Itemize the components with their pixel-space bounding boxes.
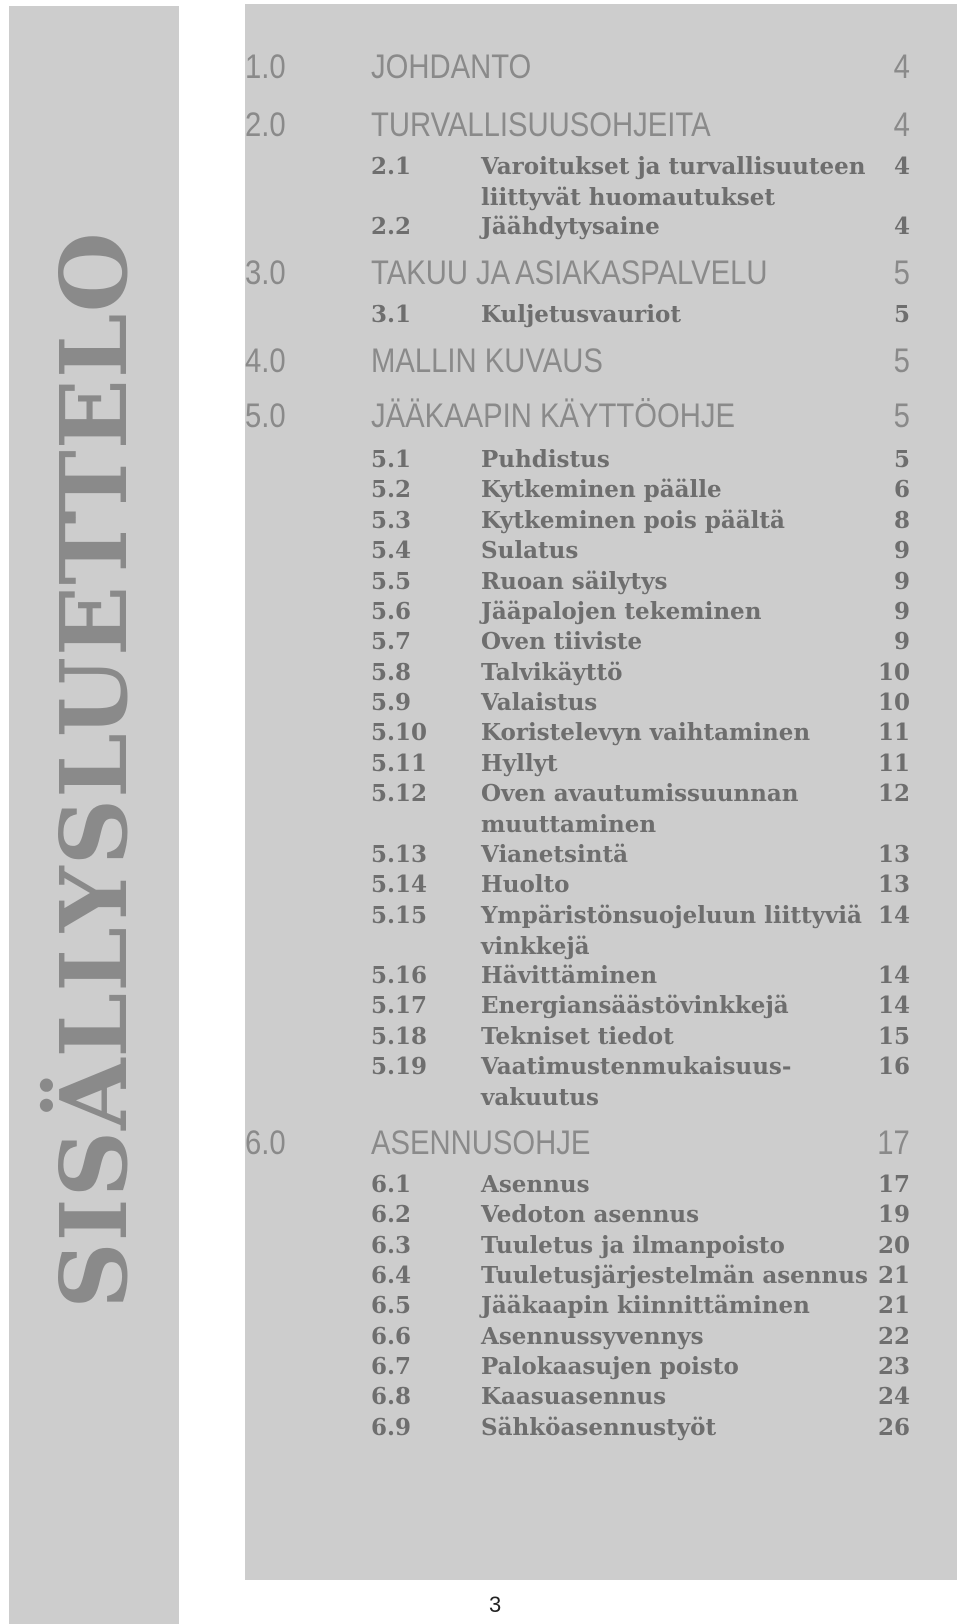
subsection-title: Tuuletusjärjestelmän asennus xyxy=(481,1262,868,1289)
toc-section-row[interactable] xyxy=(245,397,957,435)
subsection-number: 5.7 xyxy=(371,628,412,655)
subsection-title: Tekniset tiedot xyxy=(481,1023,674,1050)
toc-subsection-row[interactable] xyxy=(245,1412,957,1443)
subsection-page: 5 xyxy=(893,446,910,473)
section-number: 5.0 xyxy=(245,397,286,435)
subsection-page: 16 xyxy=(877,1053,910,1080)
subsection-number: 6.5 xyxy=(371,1292,412,1319)
subsection-page: 6 xyxy=(893,476,910,503)
subsection-number: 5.15 xyxy=(371,902,428,929)
subsection-number: 5.14 xyxy=(371,871,428,898)
subsection-title: Palokaasujen poisto xyxy=(481,1353,739,1380)
section-title: TURVALLISUUSOHJEITA xyxy=(371,106,711,144)
subsection-title: Huolto xyxy=(481,871,570,898)
subsection-number: 5.18 xyxy=(371,1023,428,1050)
subsection-page: 20 xyxy=(877,1232,910,1259)
subsection-page: 24 xyxy=(877,1383,910,1410)
subsection-page: 11 xyxy=(877,719,910,746)
toc-subsection-row[interactable] xyxy=(245,990,957,1021)
subsection-number: 5.5 xyxy=(371,568,412,595)
subsection-title: Jääpalojen tekeminen xyxy=(481,598,762,625)
toc-subsection-row[interactable] xyxy=(245,566,957,597)
toc-subsection-row[interactable] xyxy=(245,1230,957,1261)
subsection-page: 23 xyxy=(877,1353,910,1380)
section-page: 5 xyxy=(893,397,910,435)
toc-subsection-row[interactable] xyxy=(245,687,957,718)
subsection-number: 6.7 xyxy=(371,1353,412,1380)
toc-section-row[interactable] xyxy=(245,254,957,292)
toc-subsection-row[interactable] xyxy=(245,1351,957,1382)
subsection-title: Hyllyt xyxy=(481,750,558,777)
subsection-title: Oven tiiviste xyxy=(481,628,643,655)
subsection-title: Tuuletus ja ilmanpoisto xyxy=(481,1232,785,1259)
subsection-title: Asennussyvennys xyxy=(481,1323,704,1350)
section-number: 1.0 xyxy=(245,48,286,86)
toc-subsection-row[interactable] xyxy=(245,626,957,657)
subsection-number: 5.10 xyxy=(371,719,428,746)
subsection-page: 21 xyxy=(877,1292,910,1319)
subsection-title: Vedoton asennus xyxy=(481,1201,700,1228)
section-number: 3.0 xyxy=(245,254,286,292)
subsection-number: 5.16 xyxy=(371,962,428,989)
toc-subsection-row[interactable] xyxy=(245,1199,957,1230)
subsection-number: 6.6 xyxy=(371,1323,412,1350)
section-number: 6.0 xyxy=(245,1124,286,1162)
subsection-title: Kuljetusvauriot xyxy=(481,301,682,328)
table-of-contents xyxy=(245,4,957,1580)
subsection-page: 13 xyxy=(877,841,910,868)
subsection-title: Talvikäyttö xyxy=(481,659,623,686)
subsection-number: 2.1 xyxy=(371,153,412,180)
section-page: 4 xyxy=(893,106,910,144)
subsection-page: 13 xyxy=(877,871,910,898)
section-title: JÄÄKAAPIN KÄYTTÖOHJE xyxy=(371,397,735,435)
subsection-number: 6.2 xyxy=(371,1201,412,1228)
subsection-number: 5.11 xyxy=(371,750,428,777)
subsection-number: 5.17 xyxy=(371,992,428,1019)
subsection-number: 6.1 xyxy=(371,1171,412,1198)
section-number: 4.0 xyxy=(245,342,286,380)
subsection-title: Hävittäminen xyxy=(481,962,658,989)
subsection-title: Energiansäästövinkkejä xyxy=(481,992,789,1019)
subsection-number: 5.3 xyxy=(371,507,412,534)
toc-subsection-row[interactable] xyxy=(245,839,957,870)
subsection-title: Ympäristönsuojeluun liittyviä vinkkejä xyxy=(481,902,862,960)
subsection-number: 5.9 xyxy=(371,689,412,716)
toc-subsection-row[interactable] xyxy=(245,748,957,779)
subsection-page: 9 xyxy=(893,537,910,564)
toc-subsection-row[interactable] xyxy=(245,960,957,991)
subsection-page: 5 xyxy=(893,301,910,328)
subsection-number: 3.1 xyxy=(371,301,412,328)
section-title: ASENNUSOHJE xyxy=(371,1124,591,1162)
toc-subsection-row[interactable] xyxy=(245,900,957,960)
subsection-page: 8 xyxy=(893,507,910,534)
toc-subsection-row[interactable] xyxy=(245,869,957,900)
toc-subsection-row[interactable] xyxy=(245,1260,957,1291)
subsection-number: 2.2 xyxy=(371,213,412,240)
subsection-title: Vaatimustenmukaisuus-vakuutus xyxy=(481,1053,792,1111)
subsection-title: Valaistus xyxy=(481,689,598,716)
subsection-number: 6.3 xyxy=(371,1232,412,1259)
section-page: 5 xyxy=(893,254,910,292)
subsection-title: Koristelevyn vaihtaminen xyxy=(481,719,811,746)
section-page: 17 xyxy=(877,1124,910,1162)
toc-subsection-row[interactable] xyxy=(245,535,957,566)
subsection-page: 21 xyxy=(877,1262,910,1289)
subsection-number: 6.4 xyxy=(371,1262,412,1289)
subsection-number: 5.13 xyxy=(371,841,428,868)
section-page: 4 xyxy=(893,48,910,86)
toc-subsection-row[interactable] xyxy=(245,1290,957,1321)
subsection-title: Puhdistus xyxy=(481,446,610,473)
subsection-page: 9 xyxy=(893,628,910,655)
subsection-page: 26 xyxy=(877,1414,910,1441)
subsection-page: 17 xyxy=(877,1171,910,1198)
section-title: MALLIN KUVAUS xyxy=(371,342,603,380)
subsection-page: 9 xyxy=(893,598,910,625)
subsection-page: 9 xyxy=(893,568,910,595)
subsection-page: 4 xyxy=(893,213,910,240)
toc-subsection-row[interactable] xyxy=(245,151,957,211)
subsection-title: Jäähdytysaine xyxy=(481,213,660,240)
toc-subsection-row[interactable] xyxy=(245,717,957,748)
subsection-number: 5.4 xyxy=(371,537,412,564)
section-title: JOHDANTO xyxy=(371,48,532,86)
toc-subsection-row[interactable] xyxy=(245,596,957,627)
toc-subsection-row[interactable] xyxy=(245,444,957,475)
subsection-number: 5.12 xyxy=(371,780,428,807)
subsection-page: 12 xyxy=(877,780,910,807)
subsection-title: Oven avautumissuunnan muuttaminen xyxy=(481,780,799,838)
section-page: 5 xyxy=(893,342,910,380)
subsection-page: 4 xyxy=(893,153,910,180)
subsection-page: 15 xyxy=(877,1023,910,1050)
subsection-page: 14 xyxy=(877,992,910,1019)
subsection-number: 6.9 xyxy=(371,1414,412,1441)
subsection-title: Kytkeminen pois päältä xyxy=(481,507,785,534)
toc-subsection-row[interactable] xyxy=(245,474,957,505)
toc-subsection-row[interactable] xyxy=(245,778,957,838)
toc-subsection-row[interactable] xyxy=(245,299,957,330)
subsection-title: Ruoan säilytys xyxy=(481,568,668,595)
subsection-page: 14 xyxy=(877,962,910,989)
subsection-page: 22 xyxy=(877,1323,910,1350)
toc-subsection-row[interactable] xyxy=(245,505,957,536)
subsection-page: 10 xyxy=(877,659,910,686)
toc-subsection-row[interactable] xyxy=(245,211,957,242)
subsection-title: Sulatus xyxy=(481,537,579,564)
subsection-number: 6.8 xyxy=(371,1383,412,1410)
subsection-page: 14 xyxy=(877,902,910,929)
subsection-title: Sähköasennustyöt xyxy=(481,1414,717,1441)
toc-subsection-row[interactable] xyxy=(245,1051,957,1111)
subsection-title: Jääkaapin kiinnittäminen xyxy=(481,1292,810,1319)
section-number: 2.0 xyxy=(245,106,286,144)
subsection-page: 19 xyxy=(877,1201,910,1228)
toc-subsection-row[interactable] xyxy=(245,1169,957,1200)
section-title: TAKUU JA ASIAKASPALVELU xyxy=(371,254,768,292)
subsection-title: Vianetsintä xyxy=(481,841,628,868)
toc-section-row[interactable] xyxy=(245,48,957,86)
subsection-number: 5.8 xyxy=(371,659,412,686)
toc-subsection-row[interactable] xyxy=(245,1021,957,1052)
subsection-title: Kaasuasennus xyxy=(481,1383,667,1410)
subsection-title: Asennus xyxy=(481,1171,590,1198)
subsection-page: 11 xyxy=(877,750,910,777)
subsection-number: 5.2 xyxy=(371,476,412,503)
toc-section-row[interactable] xyxy=(245,106,957,144)
subsection-title: Kytkeminen päälle xyxy=(481,476,722,503)
toc-subsection-row[interactable] xyxy=(245,657,957,688)
subsection-number: 5.1 xyxy=(371,446,412,473)
subsection-number: 5.19 xyxy=(371,1053,428,1080)
toc-section-row[interactable] xyxy=(245,342,957,380)
toc-section-row[interactable] xyxy=(245,1124,957,1162)
side-title: SISÄLLYSLUETTELO xyxy=(40,231,148,1309)
page-number: 3 xyxy=(489,1592,502,1617)
toc-subsection-row[interactable] xyxy=(245,1381,957,1412)
subsection-number: 5.6 xyxy=(371,598,412,625)
toc-subsection-row[interactable] xyxy=(245,1321,957,1352)
subsection-title: Varoitukset ja turvallisuuteen liittyvät huomautukset xyxy=(481,153,866,211)
subsection-page: 10 xyxy=(877,689,910,716)
